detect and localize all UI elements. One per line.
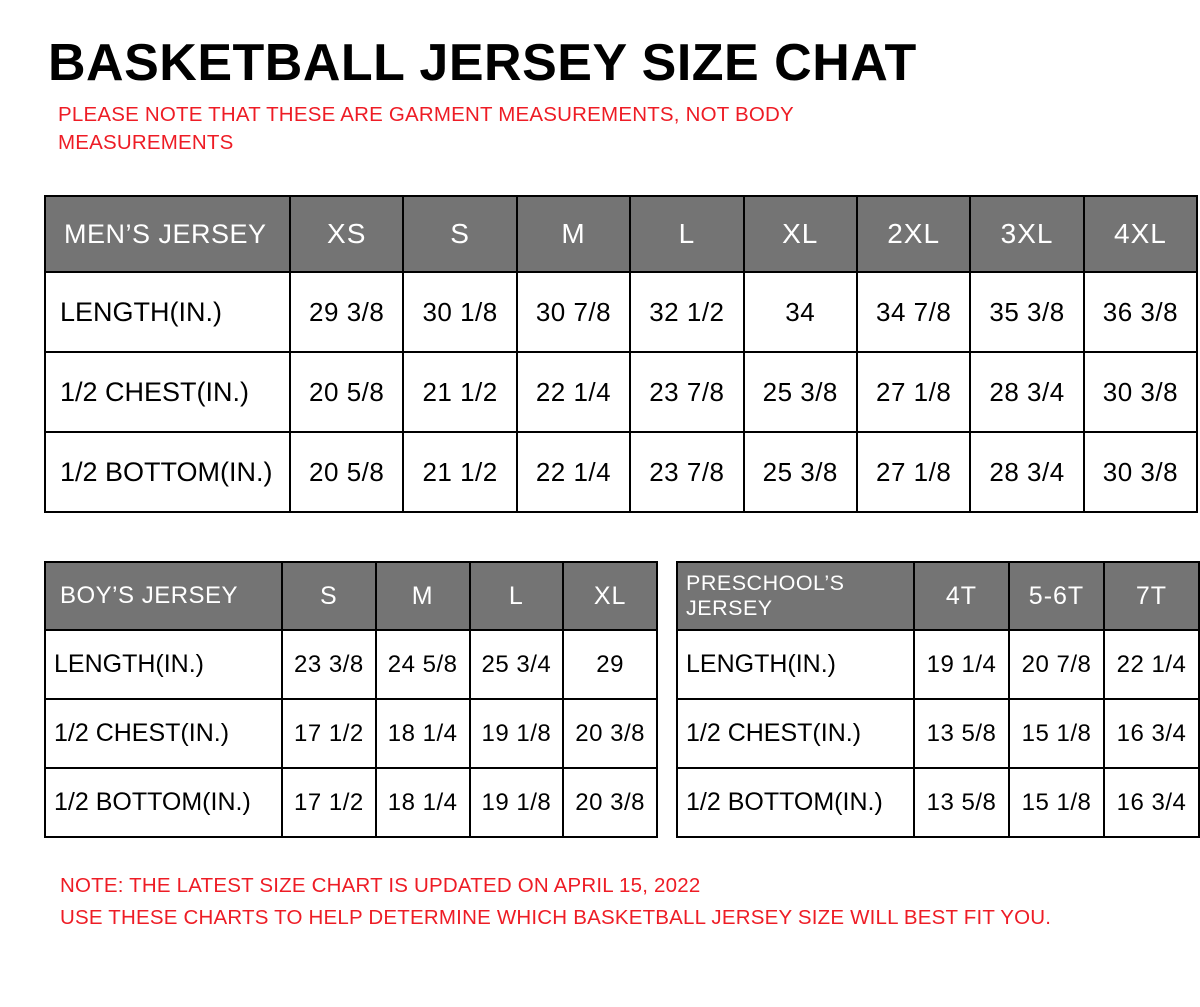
table-header-row: [45, 196, 1197, 272]
column-header: XL: [563, 562, 657, 630]
page-title: BASKETBALL JERSEY SIZE CHAT: [48, 34, 917, 92]
table-cell: 29 3/8: [290, 272, 403, 352]
table-header-row: [45, 562, 657, 630]
row-label: 1/2 CHEST(IN.): [677, 699, 914, 768]
column-header: XS: [290, 196, 403, 272]
table-cell: 17 1/2: [282, 768, 376, 837]
table-row: [45, 630, 657, 699]
table-cell: 18 1/4: [376, 699, 470, 768]
table-cell: 15 1/8: [1009, 768, 1104, 837]
column-header: 2XL: [857, 196, 970, 272]
preschool-table-label: PRESCHOOL’S JERSEY: [677, 562, 914, 630]
table-cell: 30 3/8: [1084, 352, 1197, 432]
table-cell: 17 1/2: [282, 699, 376, 768]
table-cell: 15 1/8: [1009, 699, 1104, 768]
mens-jersey-size-table: [44, 195, 1198, 513]
column-header: 7T: [1104, 562, 1199, 630]
table-cell: 13 5/8: [914, 768, 1009, 837]
row-label: 1/2 CHEST(IN.): [45, 699, 282, 768]
table-header-row: [677, 562, 1199, 630]
table-cell: 20 7/8: [1009, 630, 1104, 699]
table-cell: 22 1/4: [517, 352, 630, 432]
table-cell: 34 7/8: [857, 272, 970, 352]
table-cell: 20 3/8: [563, 768, 657, 837]
column-header: S: [282, 562, 376, 630]
table-cell: 20 3/8: [563, 699, 657, 768]
table-cell: 27 1/8: [857, 352, 970, 432]
column-header: L: [630, 196, 743, 272]
row-label: LENGTH(IN.): [677, 630, 914, 699]
row-label: LENGTH(IN.): [45, 630, 282, 699]
boys-jersey-size-table: [44, 561, 658, 838]
column-header: 4T: [914, 562, 1009, 630]
table-cell: 21 1/2: [403, 352, 516, 432]
table-cell: 30 1/8: [403, 272, 516, 352]
table-cell: 19 1/8: [470, 699, 564, 768]
column-header: 5-6T: [1009, 562, 1104, 630]
table-cell: 25 3/8: [744, 352, 857, 432]
column-header: XL: [744, 196, 857, 272]
table-row: [677, 699, 1199, 768]
table-cell: 30 3/8: [1084, 432, 1197, 512]
table-row: [45, 352, 1197, 432]
row-label: 1/2 BOTTOM(IN.): [677, 768, 914, 837]
boys-table-label: BOY’S JERSEY: [45, 562, 282, 630]
row-label: 1/2 CHEST(IN.): [45, 352, 290, 432]
column-header: M: [376, 562, 470, 630]
table-row: [45, 699, 657, 768]
table-cell: 16 3/4: [1104, 768, 1199, 837]
table-cell: 20 5/8: [290, 352, 403, 432]
table-cell: 19 1/4: [914, 630, 1009, 699]
table-cell: 23 3/8: [282, 630, 376, 699]
column-header: S: [403, 196, 516, 272]
column-header: 4XL: [1084, 196, 1197, 272]
lower-tables-row: [44, 561, 1200, 838]
table-cell: 28 3/4: [970, 352, 1083, 432]
table-cell: 27 1/8: [857, 432, 970, 512]
table-cell: 25 3/8: [744, 432, 857, 512]
mens-table-label: MEN’S JERSEY: [45, 196, 290, 272]
footnote-update-date: NOTE: THE LATEST SIZE CHART IS UPDATED ON APRIL 15, 2022: [60, 874, 701, 898]
table-cell: 32 1/2: [630, 272, 743, 352]
table-cell: 13 5/8: [914, 699, 1009, 768]
table-cell: 25 3/4: [470, 630, 564, 699]
table-cell: 24 5/8: [376, 630, 470, 699]
table-row: [45, 272, 1197, 352]
table-cell: 23 7/8: [630, 352, 743, 432]
table-cell: 16 3/4: [1104, 699, 1199, 768]
table-cell: 22 1/4: [1104, 630, 1199, 699]
table-cell: 35 3/8: [970, 272, 1083, 352]
table-cell: 19 1/8: [470, 768, 564, 837]
column-header: L: [470, 562, 564, 630]
table-row: [45, 768, 657, 837]
table-cell: 23 7/8: [630, 432, 743, 512]
table-cell: 20 5/8: [290, 432, 403, 512]
column-header: 3XL: [970, 196, 1083, 272]
column-header: M: [517, 196, 630, 272]
table-cell: 21 1/2: [403, 432, 516, 512]
table-row: [45, 432, 1197, 512]
preschool-jersey-size-table: [676, 561, 1200, 838]
footnote-usage: USE THESE CHARTS TO HELP DETERMINE WHICH BASKETBALL JERSEY SIZE WILL BEST FIT YOU.: [60, 905, 1052, 929]
table-row: [677, 768, 1199, 837]
table-cell: 30 7/8: [517, 272, 630, 352]
table-cell: 28 3/4: [970, 432, 1083, 512]
table-row: [677, 630, 1199, 699]
table-cell: 36 3/8: [1084, 272, 1197, 352]
row-label: 1/2 BOTTOM(IN.): [45, 768, 282, 837]
table-cell: 22 1/4: [517, 432, 630, 512]
table-cell: 18 1/4: [376, 768, 470, 837]
table-cell: 29: [563, 630, 657, 699]
disclaimer-text: PLEASE NOTE THAT THESE ARE GARMENT MEASUREMENTS, NOT BODY MEASUREMENTS: [58, 102, 794, 154]
footnotes: [60, 870, 1178, 934]
table-cell: 34: [744, 272, 857, 352]
row-label: 1/2 BOTTOM(IN.): [45, 432, 290, 512]
row-label: LENGTH(IN.): [45, 272, 290, 352]
